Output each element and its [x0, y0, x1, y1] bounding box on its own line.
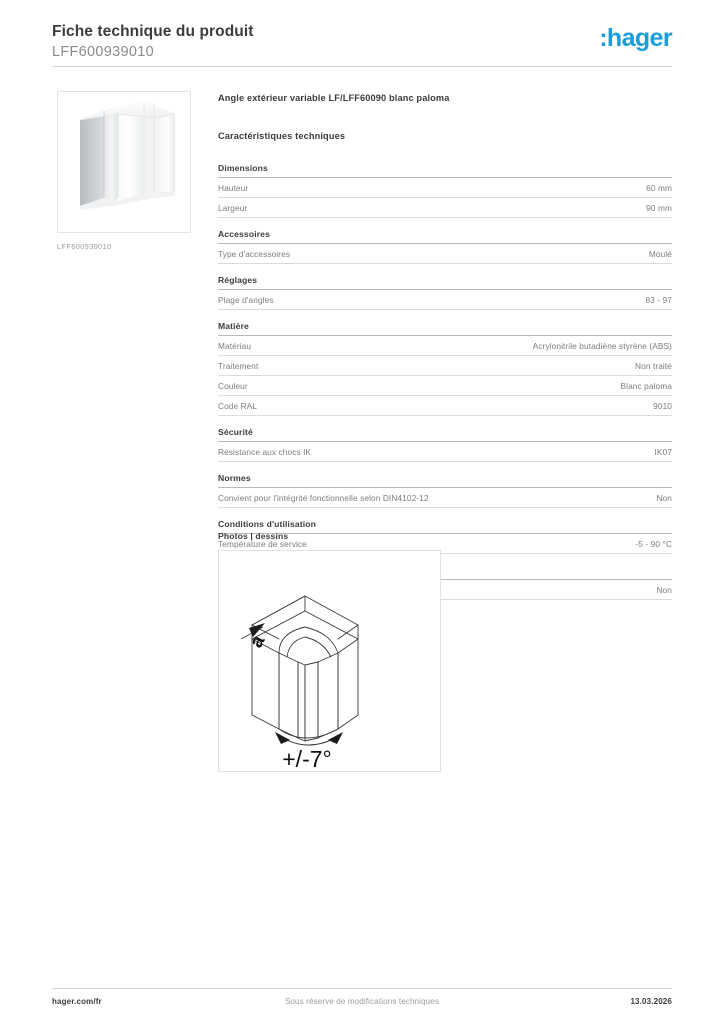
spec-value: Non traité — [635, 361, 672, 371]
spec-group-title: Matière — [218, 321, 672, 336]
angle-label: +/-7° — [282, 746, 332, 771]
spec-row — [218, 290, 672, 310]
spec-value: Acrylonitrile butadiène styrène (ABS) — [532, 341, 672, 351]
hager-logo: :hager — [599, 24, 672, 52]
spec-group — [218, 427, 672, 462]
technical-drawing-graphic — [219, 551, 440, 771]
spec-label: Hauteur — [218, 183, 249, 193]
spec-value: Non — [656, 585, 672, 595]
spec-group-title: Réglages — [218, 275, 672, 290]
spec-group-title: Normes — [218, 473, 672, 488]
header-divider — [52, 66, 672, 67]
spec-row — [218, 178, 672, 198]
spec-row — [218, 488, 672, 508]
footer-divider — [52, 988, 672, 989]
product-reference: LFF600939010 — [52, 44, 154, 61]
spec-row — [218, 244, 672, 264]
spec-row — [218, 336, 672, 356]
product-figure — [57, 91, 193, 251]
spec-group-title: Accessoires — [218, 229, 672, 244]
footer-date: 13.03.2026 — [630, 997, 672, 1006]
spec-row — [218, 442, 672, 462]
spec-group — [218, 229, 672, 264]
spec-label: Matériau — [218, 341, 252, 351]
spec-label: Convient pour l'intégrité fonctionnelle selon DIN4102-12 — [218, 493, 429, 503]
product-photo — [57, 91, 191, 233]
technical-drawing — [218, 550, 441, 772]
spec-value: Moulé — [648, 249, 672, 259]
spec-label: Code RAL — [218, 401, 258, 411]
spec-label: Plage d'angles — [218, 295, 274, 305]
spec-row — [218, 376, 672, 396]
drawing-section-title: Photos | dessins — [218, 531, 289, 541]
spec-value: Blanc paloma — [620, 381, 672, 391]
footer-disclaimer: Sous réserve de modifications techniques — [284, 997, 440, 1006]
angle-arrow-right-icon — [328, 732, 343, 744]
spec-label: Température de service — [218, 539, 307, 549]
spec-value: -5 - 90 °C — [635, 539, 672, 549]
product-name: Angle extérieur variable LF/LFF60090 blanc paloma — [218, 93, 450, 103]
product-photo-graphic — [58, 92, 190, 232]
spec-group — [218, 473, 672, 508]
spec-value: Non — [656, 493, 672, 503]
drawing-section — [218, 531, 672, 772]
spec-row — [218, 198, 672, 218]
spec-value: 83 - 97 — [645, 295, 672, 305]
main-content — [218, 93, 672, 600]
spec-label: Traitement — [218, 361, 259, 371]
spec-group-title: Conditions d'utilisation — [218, 519, 672, 534]
spec-value: IK07 — [654, 447, 672, 457]
spec-value: 90 mm — [646, 203, 672, 213]
spec-group-title: Sécurité — [218, 427, 672, 442]
tech-characteristics-title: Caractéristiques techniques — [218, 131, 346, 141]
page-header — [52, 22, 672, 68]
spec-row — [218, 356, 672, 376]
spec-group-title: Dimensions — [218, 163, 672, 178]
page-footer — [52, 997, 672, 1006]
page-title: Fiche technique du produit — [52, 23, 254, 40]
spec-group — [218, 275, 672, 310]
footer-website-link[interactable]: hager.com/fr — [52, 997, 102, 1006]
spec-label: Couleur — [218, 381, 248, 391]
spec-value: 60 mm — [646, 183, 672, 193]
spec-group — [218, 163, 672, 218]
dimension-label-a: a — [245, 632, 270, 652]
spec-value: 9010 — [653, 401, 672, 411]
spec-label: Résistance aux chocs IK — [218, 447, 312, 457]
spec-group — [218, 321, 672, 416]
product-photo-caption: LFF600939010 — [57, 242, 112, 251]
spec-row — [218, 396, 672, 416]
spec-label: Type d'accessoires — [218, 249, 291, 259]
spec-label: Largeur — [218, 203, 248, 213]
header-titles — [52, 22, 254, 63]
